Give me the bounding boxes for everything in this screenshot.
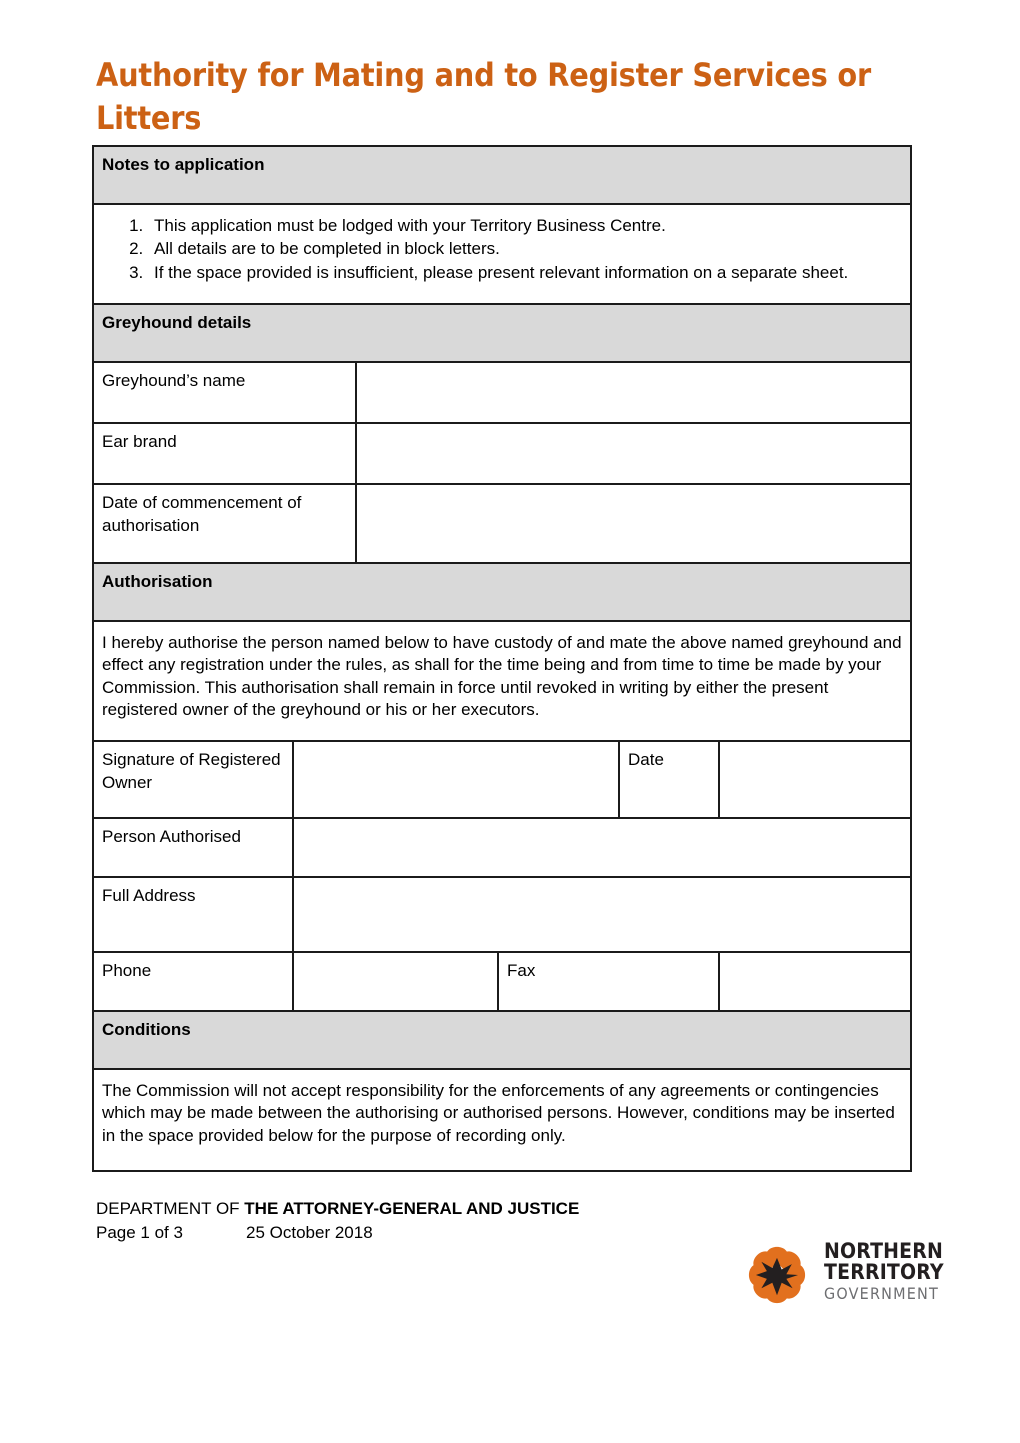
table-row-phone-fax	[93, 952, 911, 1011]
signature-date-label: Date	[619, 741, 719, 818]
authorisation-paragraph: I hereby authorise the person named below to have custody of and mate the above named greyhound and effect any registration under the rules, as shall for the time being and from time to time be made by your Commission. This authorisation shall remain in force until revoked in writing by either the present registered owner of the greyhound or his or her executors.	[102, 632, 902, 720]
conditions-body-row	[93, 1069, 911, 1171]
full-address-label: Full Address	[93, 877, 293, 952]
list-item: 1. This application must be lodged with your Territory Business Centre.	[148, 215, 902, 238]
page-title: Authority for Mating and to Register Services or Litters	[96, 56, 871, 137]
phone-input[interactable]	[293, 952, 498, 1011]
person-authorised-input[interactable]	[293, 818, 911, 877]
commencement-date-label: Date of commencement of authorisation	[93, 484, 356, 563]
authorisation-body-row	[93, 621, 911, 741]
ear-brand-input[interactable]	[356, 423, 911, 484]
list-item: 3. If the space provided is insufficient, please present relevant information on a separate sheet.	[148, 262, 902, 285]
department-line	[96, 1198, 920, 1221]
ear-brand-label: Ear brand	[93, 423, 356, 484]
nt-logo-line3: GOVERNMENT	[824, 1283, 939, 1303]
fax-label: Fax	[498, 952, 719, 1011]
greyhound-details-heading: Greyhound details	[93, 304, 911, 362]
conditions-body-cell	[93, 1069, 911, 1171]
footer-date: 25 October 2018	[246, 1222, 373, 1242]
list-item: 2. All details are to be completed in block letters.	[148, 238, 902, 261]
table-row-signature	[93, 741, 911, 818]
nt-logo-wordmark	[824, 1241, 944, 1302]
nt-logo-line2: TERRITORY	[824, 1260, 944, 1285]
notes-list	[102, 215, 902, 285]
section-header-greyhound-details	[93, 304, 911, 362]
commencement-date-input[interactable]	[356, 484, 911, 563]
nt-government-logo	[738, 1236, 944, 1314]
application-form-table	[92, 145, 912, 1172]
section-header-notes	[93, 146, 911, 204]
table-row-ear-brand	[93, 423, 911, 484]
department-name: THE ATTORNEY-GENERAL AND JUSTICE	[244, 1199, 580, 1218]
conditions-paragraph: The Commission will not accept responsibility for the enforcements of any agreements or contingencies which may be made between the authorising or authorised persons. However, conditions may be inserted in the space provided below for the purpose of recording only.	[102, 1080, 895, 1145]
person-authorised-label: Person Authorised	[93, 818, 293, 877]
section-header-conditions	[93, 1011, 911, 1069]
authorisation-heading: Authorisation	[93, 563, 911, 621]
table-row-greyhound-name	[93, 362, 911, 423]
fax-input[interactable]	[719, 952, 911, 1011]
page-number: Page 1 of 3	[96, 1222, 183, 1242]
notes-heading: Notes to application	[93, 146, 911, 204]
table-row-commencement-date	[93, 484, 911, 563]
conditions-heading: Conditions	[93, 1011, 911, 1069]
notes-body-cell	[93, 204, 911, 305]
nt-logo-line1: NORTHERN	[824, 1239, 944, 1263]
phone-label: Phone	[93, 952, 293, 1011]
greyhound-name-label: Greyhound’s name	[93, 362, 356, 423]
greyhound-name-input[interactable]	[356, 362, 911, 423]
table-row-full-address	[93, 877, 911, 952]
section-header-authorisation	[93, 563, 911, 621]
nt-flower-icon	[738, 1236, 816, 1314]
notes-body-row	[93, 204, 911, 305]
authorisation-body-cell	[93, 621, 911, 741]
signature-label: Signature of Registered Owner	[93, 741, 293, 818]
signature-date-input[interactable]	[719, 741, 911, 818]
table-row-person-authorised	[93, 818, 911, 877]
signature-input[interactable]	[293, 741, 619, 818]
full-address-input[interactable]	[293, 877, 911, 952]
department-prefix: DEPARTMENT OF	[96, 1199, 245, 1218]
